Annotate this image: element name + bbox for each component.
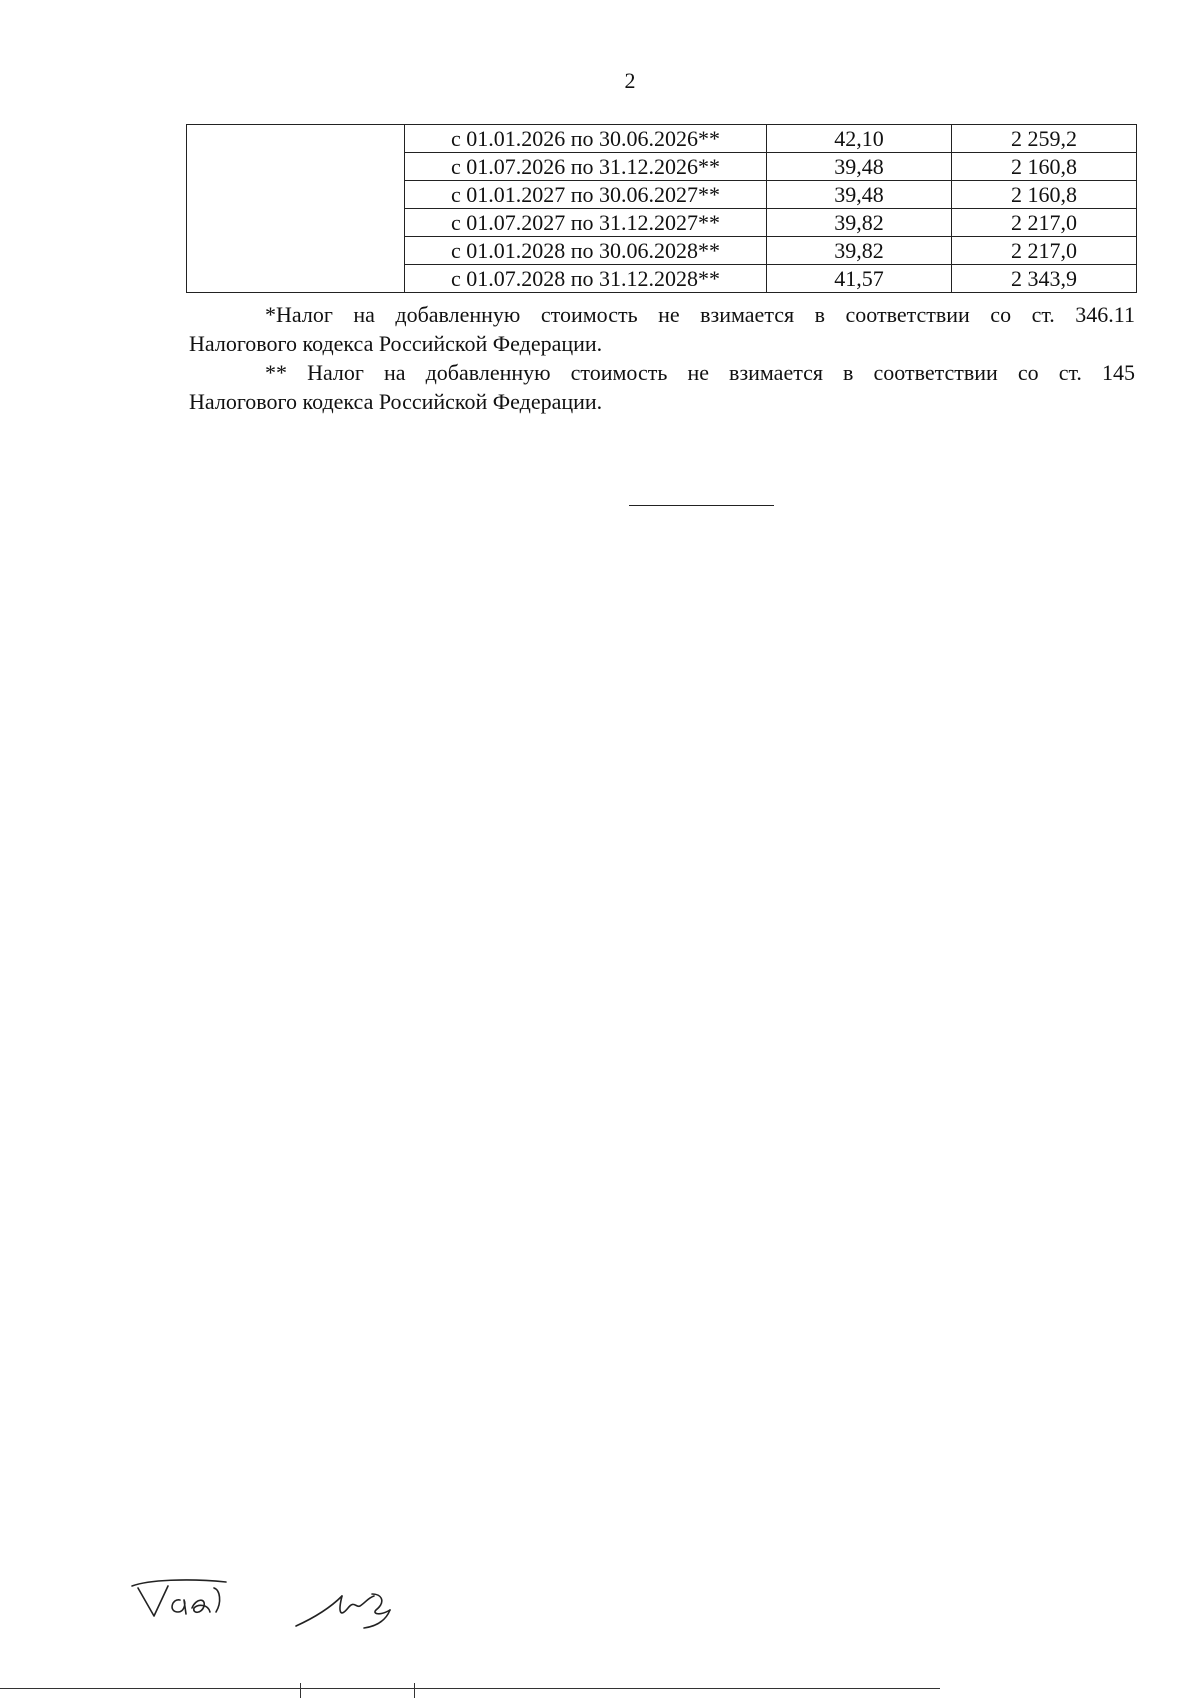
- footnotes: [189, 300, 1135, 416]
- handwritten-signature: [128, 1572, 438, 1652]
- value1-cell: 42,10: [767, 125, 952, 153]
- value2-cell: 2 217,0: [952, 209, 1137, 237]
- value2-cell: 2 343,9: [952, 265, 1137, 293]
- value1-cell: 39,48: [767, 153, 952, 181]
- footnote-2-line-1: ** Налог на добавленную стоимость не взимается в соответствии со ст. 145: [265, 360, 1135, 385]
- footnote-1-line-1: *Налог на добавленную стоимость не взимается в соответствии со ст. 346.11: [265, 302, 1135, 327]
- footer-rule: [0, 1688, 940, 1689]
- period-cell: с 01.07.2028 по 31.12.2028**: [405, 265, 767, 293]
- table-row: [187, 125, 1137, 153]
- value1-cell: 39,48: [767, 181, 952, 209]
- merged-empty-cell: [187, 125, 405, 293]
- page-number: 2: [624, 68, 636, 93]
- value2-cell: 2 160,8: [952, 181, 1137, 209]
- footnote-1-line-2: Налогового кодекса Российской Федерации.: [189, 331, 603, 356]
- period-cell: с 01.07.2027 по 31.12.2027**: [405, 209, 767, 237]
- end-of-document-rule: [629, 505, 774, 506]
- footer-tick: [300, 1683, 301, 1698]
- period-cell: с 01.07.2026 по 31.12.2026**: [405, 153, 767, 181]
- value1-cell: 39,82: [767, 209, 952, 237]
- value1-cell: 41,57: [767, 265, 952, 293]
- value2-cell: 2 217,0: [952, 237, 1137, 265]
- value2-cell: 2 160,8: [952, 153, 1137, 181]
- period-cell: с 01.01.2028 по 30.06.2028**: [405, 237, 767, 265]
- footer-tick: [414, 1683, 415, 1698]
- period-cell: с 01.01.2026 по 30.06.2026**: [405, 125, 767, 153]
- footnote-2-line-2: Налогового кодекса Российской Федерации.: [189, 389, 603, 414]
- value2-cell: 2 259,2: [952, 125, 1137, 153]
- value1-cell: 39,82: [767, 237, 952, 265]
- tariff-table: [186, 124, 1137, 293]
- footnote-2: [189, 358, 1135, 416]
- footnote-1: [189, 300, 1135, 358]
- period-cell: с 01.01.2027 по 30.06.2027**: [405, 181, 767, 209]
